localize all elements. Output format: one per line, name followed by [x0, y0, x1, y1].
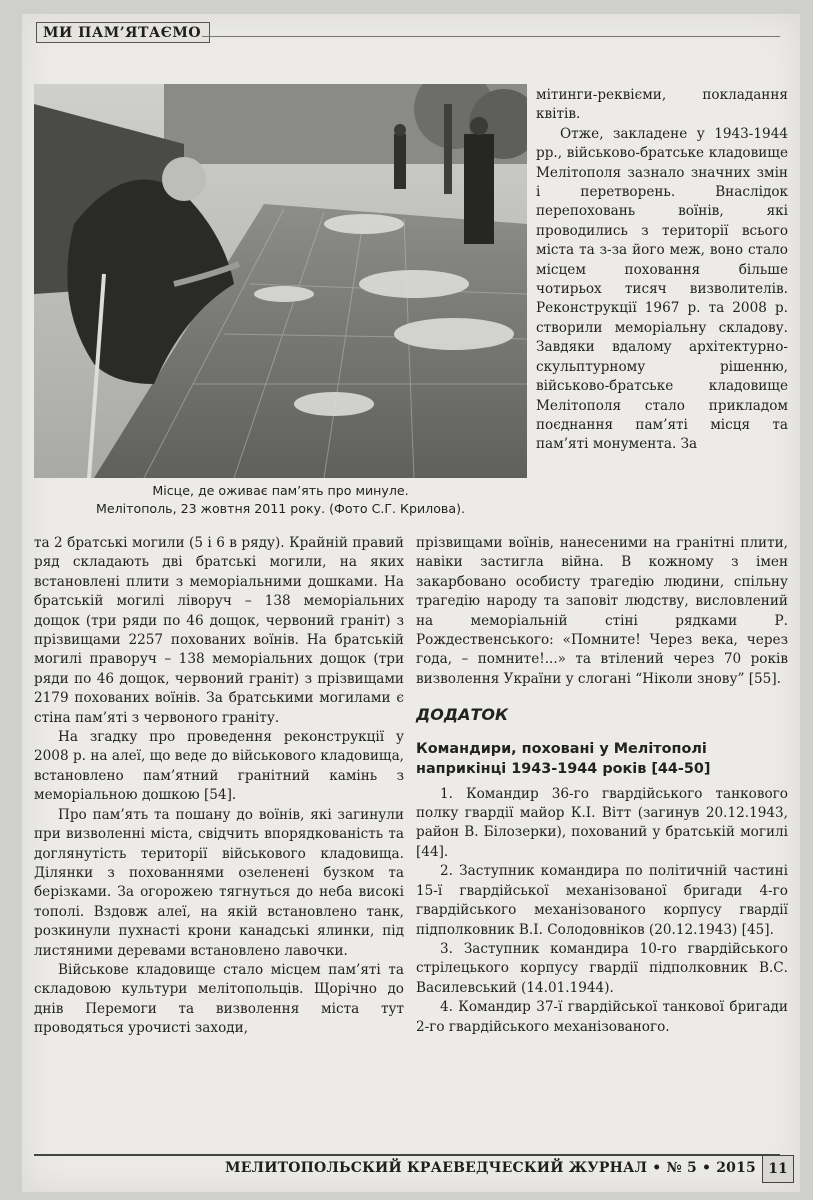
paragraph: Про пам’ять та пошану до воїнів, які загинули при визволенні міста, свідчить впорядкованість та доглянутість території військового кладовища. Ділянки з похованнями озеленені бузком та берізками. За огорожею тягнуться до неба високі тополі. Вздовж алеї, на якій встановлено танк, розкинули пухнасті крони канадські ялинки, під листяними деревами встановлено лавочки.	[34, 806, 404, 959]
photo-caption	[34, 482, 527, 518]
caption-line: Місце, де оживає пам’ять про минуле.	[152, 483, 409, 498]
list-item: 2. Заступник командира по політичній частині 15-ї гвардійської механізованої бригади 4-го гвардійського механізованого корпусу гвардії підполковник В.І. Солодовніков (20.12.1943) [45].	[416, 863, 788, 938]
page-number: 11	[762, 1155, 794, 1183]
paragraph: та 2 братські могили (5 і 6 в ряду). Крайній правий ряд складають дві братські могили, на яких встановлені плити з меморіальними дошками. На братській могилі ліворуч – 138 меморіальних дощок (три ряди по 46 дощок, червоний граніт) з прізвищами 2257 похованих воїнів. На братській могилі праворуч – 138 меморіальних дощок (три ряди по 46 дощок, червоний граніт) з прізвищами 2179 похованих воїнів. За братськими могилами є стіна пам’яті з червоного граніту.	[34, 535, 404, 726]
list-heading: Командири, поховані у Мелітополі наприкінці 1943-1944 років [44-50]	[416, 740, 711, 777]
paragraph: мітинги-реквієми, покладання квітів.	[536, 87, 788, 123]
paragraph: Військове кладовище стало місцем пам’яті та складовою культури мелітопольців. Щорічно до днів Перемоги та визволення міста тут проводяться урочисті заходи,	[34, 961, 404, 1037]
journal-title: МЕЛИТОПОЛЬСКИЙ КРАЕВЕДЧЕСКИЙ ЖУРНАЛ • № 5 • 2015	[225, 1160, 756, 1176]
appendix-heading: ДОДАТОК	[416, 705, 509, 725]
list-item: 4. Командир 37-ї гвардійської танкової бригади 2-го гвардійського механізованого.	[416, 999, 788, 1035]
header-rule	[202, 36, 780, 37]
section-label: МИ ПАМ’ЯТАЄМО	[36, 22, 210, 43]
list-item: 1. Командир 36-го гвардійського танкового полку гвардії майор К.І. Вітт (загинув 20.12.1943, район В. Білозерки), похований у братській могилі [44].	[416, 785, 788, 860]
paragraph: Отже, закладене у 1943-1944 рр., військово-братське кладовище Мелітополя зазнало значних змін і перетворень. Внаслідок перепоховань воїнів, які проводились з території всього міста та з-за його меж, воно стало місцем поховання більше чотирьох тисяч визволителів. Реконструкції 1967 р. та 2008 р. створили меморіальну складову. Завдяки вдалому архітектурно-скульптурному рішенню, військово-братське кладовище Мелітополя стало прикладом поєднання пам’яті місця та пам’яті монумента. За	[536, 125, 788, 453]
paragraph: На згадку про проведення реконструкції у 2008 р. на алеї, що веде до військового кладовища, встановлено пам’ятний гранітний камінь з меморіальною дошкою [54].	[34, 729, 404, 804]
journal-page	[22, 14, 800, 1192]
left-column	[34, 534, 404, 1039]
caption-line: Мелітополь, 23 жовтня 2011 року. (Фото С.Г. Крилова).	[95, 501, 465, 516]
list-item: 3. Заступник командира 10-го гвардійського стрілецького корпусу гвардії підполковник В.С. Василевський (14.01.1944).	[416, 940, 788, 996]
memorial-photo	[34, 84, 527, 478]
paragraph: прізвищами воїнів, нанесеними на гранітні плити, навіки застигла війна. В кожному з імен закарбовано особисту трагедію людини, спільну трагедію народу та заповіт людству, висловлений на меморіальній стіні рядками Р. Рождественського: «Помните! Через века, через года, – помните!...» та втілений через 70 років визволення України у слогані “Ніколи знову” [55].	[416, 535, 788, 687]
right-column	[416, 534, 788, 1037]
footer-rule	[34, 1154, 780, 1156]
right-column-top	[536, 86, 788, 455]
